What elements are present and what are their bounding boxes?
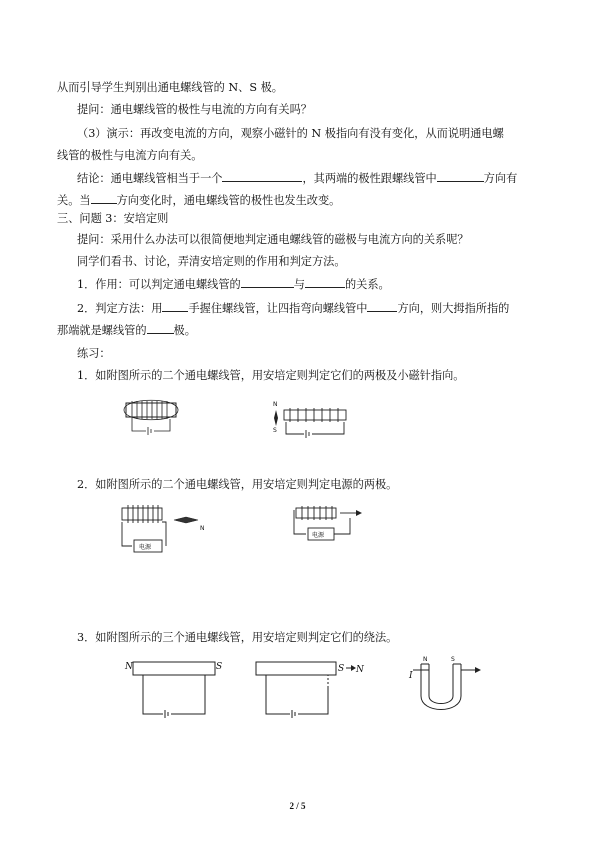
text: 手握住螺线管，让四指弯向螺线管中 bbox=[188, 302, 368, 315]
paragraph-line bbox=[77, 255, 346, 269]
text: 方向有 bbox=[483, 172, 518, 185]
text: 方向，则大拇指所指的 bbox=[397, 302, 510, 315]
figure-1a-solenoid bbox=[120, 393, 182, 443]
fill-blank bbox=[367, 301, 397, 312]
figure-3b-core-circuit bbox=[250, 656, 362, 718]
compass-s-label: S bbox=[273, 427, 277, 434]
text: 1．如附图所示的二个通电螺线管，用安培定则判定它们的两极及小磁针指向。 bbox=[77, 369, 465, 382]
text: 方向变化时，通电螺线管的极性也发生改变。 bbox=[116, 194, 341, 207]
section-heading bbox=[57, 212, 168, 226]
fill-blank bbox=[305, 277, 345, 288]
text: 3．如附图所示的三个通电螺线管，用安培定则判定它们的绕法。 bbox=[77, 631, 398, 644]
page-number: 2 / 5 bbox=[289, 801, 306, 811]
compass-n-label: N bbox=[273, 401, 278, 408]
pole-n-label: N bbox=[356, 665, 364, 675]
figure-2b-solenoid-power bbox=[290, 502, 370, 548]
compass-n-label: N bbox=[200, 525, 205, 532]
text: ，其两端的极性跟螺线管中 bbox=[302, 172, 437, 185]
paragraph-line bbox=[57, 149, 202, 163]
conclusion-line bbox=[57, 193, 340, 208]
question-3 bbox=[77, 631, 397, 645]
text: 2．判定方法：用 bbox=[77, 302, 163, 315]
text: 提问：通电螺线管的极性与电流的方向有关吗？ bbox=[77, 103, 312, 116]
text: 关。当 bbox=[57, 194, 91, 207]
text: 与 bbox=[293, 278, 305, 291]
question-1 bbox=[77, 369, 465, 383]
text: （3）演示：再改变电流的方向，观察小磁针的 N 极指向有没有变化，从而说明通电螺 bbox=[77, 127, 504, 140]
fill-blank bbox=[147, 323, 174, 334]
paragraph-line bbox=[57, 81, 283, 95]
text: 那端就是螺线管的 bbox=[57, 324, 147, 337]
text: 线管的极性与电流方向有关。 bbox=[57, 149, 203, 162]
pole-s-label: S bbox=[216, 662, 223, 672]
arrow-icon bbox=[475, 667, 481, 673]
compass-needle-icon bbox=[274, 410, 278, 426]
definition-line bbox=[77, 277, 390, 292]
text: 提问：采用什么办法可以很简便地判定通电螺线管的磁极与电流方向的关系呢？ bbox=[77, 233, 469, 246]
arrow-icon bbox=[356, 510, 362, 516]
paragraph-line bbox=[77, 127, 504, 141]
question-2 bbox=[77, 478, 397, 492]
pole-s-label: S bbox=[338, 664, 345, 674]
text: 结论：通电螺线管相当于一个 bbox=[77, 172, 223, 185]
text: 极。 bbox=[173, 324, 196, 337]
figure-2a-solenoid-power bbox=[118, 502, 210, 552]
exercise-heading bbox=[77, 347, 111, 361]
text: 同学们看书、讨论，弄清安培定则的作用和判定方法。 bbox=[77, 255, 346, 268]
text: 从而引导学生判别出通电螺线管的 N、S 极。 bbox=[57, 81, 283, 94]
paragraph-line bbox=[77, 233, 469, 247]
compass-needle-icon bbox=[174, 517, 198, 523]
fill-blank bbox=[241, 277, 294, 288]
text: 三、问题 3：安培定则 bbox=[57, 212, 169, 225]
figure-1b-solenoid-compass bbox=[272, 398, 352, 440]
fill-blank bbox=[222, 171, 302, 182]
fill-blank bbox=[437, 171, 484, 182]
definition-line bbox=[57, 323, 196, 338]
current-label: I bbox=[409, 671, 413, 681]
text: 的关系。 bbox=[344, 278, 390, 291]
figure-3a-core-circuit bbox=[123, 656, 223, 718]
pole-s-label: S bbox=[451, 656, 455, 663]
fill-blank bbox=[162, 301, 188, 312]
figure-3c-u-magnet bbox=[405, 652, 485, 722]
power-label: 电源 bbox=[312, 532, 325, 539]
pole-n-label: N bbox=[125, 662, 133, 672]
definition-line bbox=[77, 301, 509, 316]
fill-blank bbox=[91, 193, 117, 204]
text: 练习： bbox=[77, 347, 111, 360]
paragraph-line bbox=[77, 103, 312, 117]
conclusion-line bbox=[77, 171, 517, 186]
text: 1．作用：可以判定通电螺线管的 bbox=[77, 278, 241, 291]
text: 2．如附图所示的二个通电螺线管，用安培定则判定电源的两极。 bbox=[77, 478, 398, 491]
power-label: 电源 bbox=[139, 544, 152, 551]
pole-n-label: N bbox=[423, 656, 428, 663]
